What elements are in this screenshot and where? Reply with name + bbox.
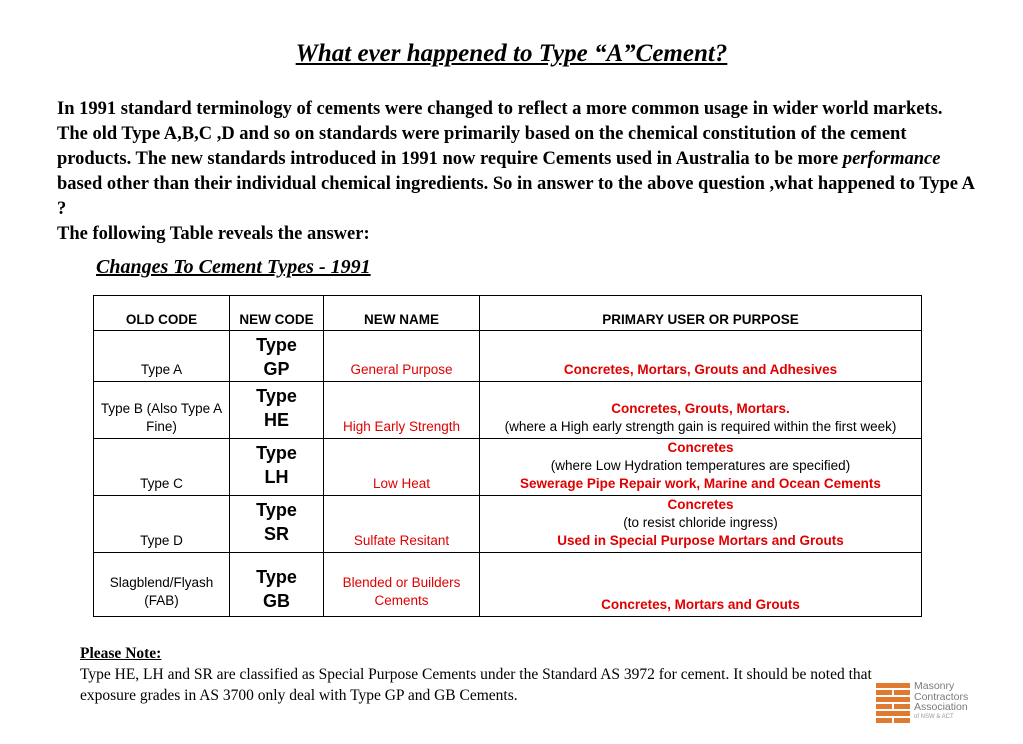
- old-code-cell: Type A: [94, 331, 230, 382]
- purpose-red-top: Concretes: [667, 440, 734, 455]
- table-row: [94, 553, 922, 617]
- intro-part1: In 1991 standard terminology of cements were changed to reflect a more common usage in wider world markets. The old Type A,B,C ,D and so on standards were primarily based on the chemical constitution of the cement products. The new standards introduced in 1991 now require Cements used in Australia to be more: [57, 99, 943, 169]
- old-code-cell: Type B (Also Type A Fine): [94, 382, 230, 439]
- purpose-red-bottom: Sewerage Pipe Repair work, Marine and Ocean Cements: [520, 476, 881, 491]
- table-row: [94, 439, 922, 496]
- new-code-line1: Type: [256, 500, 297, 520]
- new-code-line2: SR: [263, 524, 289, 544]
- new-code-cell: [230, 382, 324, 439]
- purpose-cell: [480, 553, 922, 617]
- new-code-cell: [230, 439, 324, 496]
- old-code-cell: Slagblend/Flyash (FAB): [94, 553, 230, 617]
- new-code-line2: HE: [263, 410, 289, 430]
- intro-line2: The following Table reveals the answer:: [57, 224, 370, 244]
- purpose-plain: (where a High early strength gain is required within the first week): [504, 419, 897, 434]
- purpose-red-bottom: Concretes, Mortars and Grouts: [601, 597, 800, 612]
- table-heading: Changes To Cement Types - 1991: [96, 256, 371, 278]
- brick-logo-icon: [876, 683, 910, 723]
- new-code-line2: GP: [263, 359, 290, 379]
- old-code-cell: Type C: [94, 439, 230, 496]
- new-code-line1: Type: [256, 386, 297, 406]
- logo-line2: Contractors: [914, 690, 969, 703]
- new-name-cell: Low Heat: [324, 439, 480, 496]
- purpose-cell: [480, 331, 922, 382]
- note-title: Please Note:: [80, 645, 162, 662]
- purpose-cell: [480, 496, 922, 553]
- table-row: [94, 496, 922, 553]
- new-code-line1: Type: [256, 443, 297, 463]
- new-name-cell: Blended or Builders Cements: [324, 553, 480, 617]
- purpose-red-bottom: Used in Special Purpose Mortars and Grouts: [557, 533, 844, 548]
- header-old-code: OLD CODE: [94, 296, 230, 331]
- association-logo: [876, 680, 1016, 723]
- table-row: [94, 382, 922, 439]
- table-row: [94, 331, 922, 382]
- intro-text: [57, 97, 977, 222]
- purpose-red-top: Concretes, Grouts, Mortars.: [611, 401, 790, 416]
- intro-paragraph: [57, 97, 977, 247]
- logo-line4: of NSW & ACT: [914, 713, 954, 720]
- please-note: [80, 643, 920, 706]
- logo-line3: Association: [914, 701, 968, 713]
- new-code-cell: [230, 496, 324, 553]
- intro-part2: based other than their individual chemical ingredients. So in answer to the above question ,what happened to Type A ?: [57, 174, 974, 219]
- purpose-cell: [480, 382, 922, 439]
- table-header-row: [94, 296, 922, 331]
- new-name-cell: High Early Strength: [324, 382, 480, 439]
- purpose-red-bottom: Concretes, Mortars, Grouts and Adhesives: [563, 362, 838, 377]
- cement-types-table: [93, 295, 922, 617]
- old-code-cell: Type D: [94, 496, 230, 553]
- new-code-cell: [230, 553, 324, 617]
- intro-emphasis: performance: [842, 149, 941, 169]
- purpose-plain: (where Low Hydration temperatures are specified): [550, 458, 851, 473]
- purpose-plain: (to resist chloride ingress): [623, 515, 778, 530]
- purpose-cell: [480, 439, 922, 496]
- page-title: What ever happened to Type “A”Cement?: [295, 40, 728, 67]
- header-new-name: NEW NAME: [324, 296, 480, 331]
- header-new-code: NEW CODE: [230, 296, 324, 331]
- new-name-cell: Sulfate Resitant: [324, 496, 480, 553]
- new-code-line2: LH: [264, 467, 289, 487]
- note-text: Type HE, LH and SR are classified as Special Purpose Cements under the Standard AS 3972 for cement. It should be noted that exposure grades in AS 3700 only deal with Type GP and GB Cements.: [80, 666, 872, 704]
- logo-text: [914, 681, 968, 721]
- new-code-line2: GB: [263, 591, 290, 611]
- new-code-line1: Type: [256, 335, 297, 355]
- new-name-cell: General Purpose: [324, 331, 480, 382]
- header-purpose: PRIMARY USER OR PURPOSE: [480, 296, 922, 331]
- new-code-line1: Type: [256, 567, 297, 587]
- logo-line1: Masonry: [914, 680, 955, 692]
- new-code-cell: [230, 331, 324, 382]
- purpose-red-top: Concretes: [667, 497, 734, 512]
